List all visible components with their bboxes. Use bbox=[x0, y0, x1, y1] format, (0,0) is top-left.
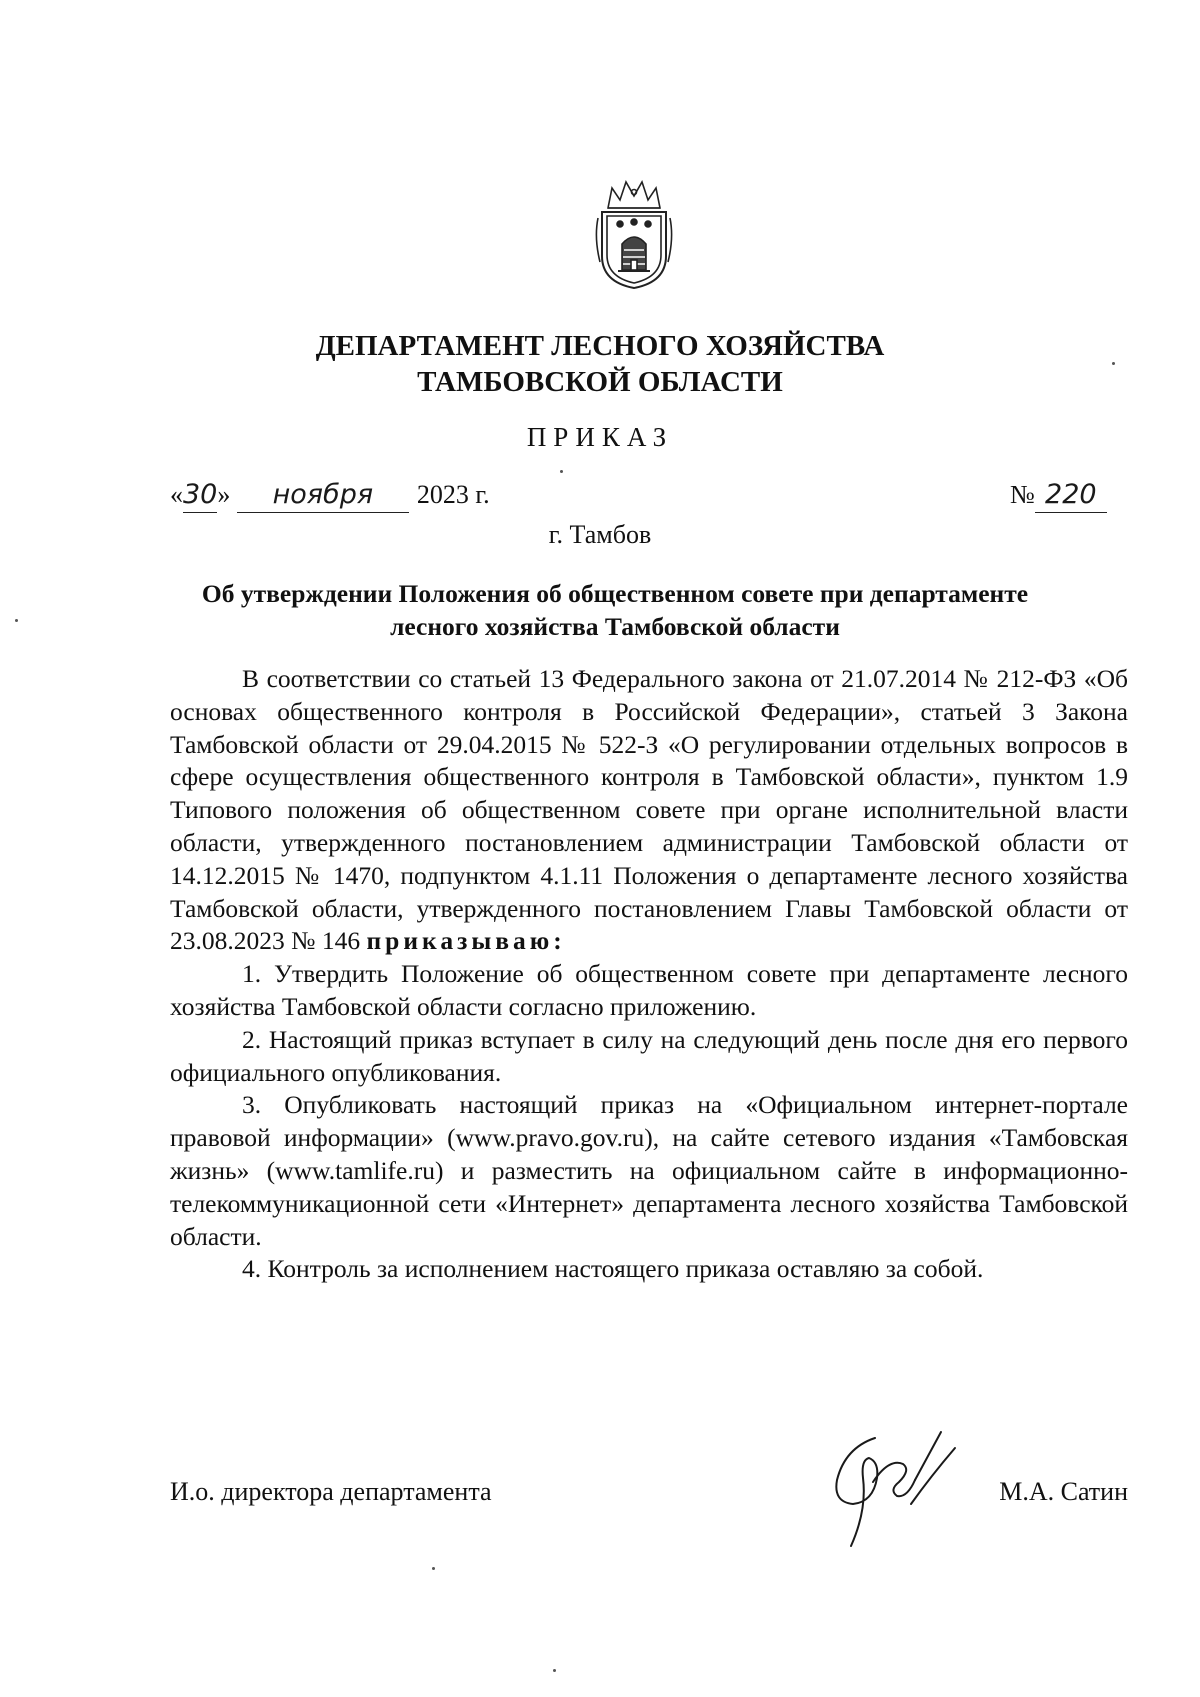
handwritten-signature bbox=[815, 1418, 965, 1558]
order-number-label: № bbox=[1010, 480, 1035, 509]
order-verb: приказываю: bbox=[366, 926, 566, 956]
order-date bbox=[170, 478, 490, 513]
order-item-4: 4. Контроль за исполнением настоящего приказа оставляю за собой. bbox=[242, 1254, 984, 1284]
order-item-1: 1. Утвердить Положение об общественном совете при департаменте лесного хозяйства Тамбовской области согласно приложению. bbox=[170, 959, 1128, 1021]
department-title-line1: ДЕПАРТАМЕНТ ЛЕСНОГО ХОЗЯЙСТВА bbox=[315, 330, 885, 362]
order-heading: ПРИКАЗ bbox=[526, 422, 674, 452]
order-number bbox=[1010, 478, 1107, 513]
order-body bbox=[170, 663, 1128, 1286]
order-item-2: 2. Настоящий приказ вступает в силу на следующий день после дня его первого официального опубликования. bbox=[170, 1024, 1128, 1087]
order-subject-line2: лесного хозяйства Тамбовской области bbox=[390, 612, 840, 641]
department-title-line2: ТАМБОВСКОЙ ОБЛАСТИ bbox=[417, 366, 783, 398]
order-subject bbox=[150, 577, 1080, 643]
department-title bbox=[0, 328, 1200, 400]
order-city: г. Тамбов bbox=[548, 520, 652, 549]
scan-speck bbox=[553, 1669, 556, 1672]
scan-speck bbox=[560, 470, 563, 473]
scan-speck bbox=[1112, 362, 1115, 365]
date-close-quote: » bbox=[217, 480, 231, 509]
scan-speck bbox=[15, 619, 18, 622]
order-item-3: 3. Опубликовать настоящий приказ на «Официальном интернет-портале правовой информации» (www.pravo.gov.ru), на сайте сетевого издания «Тамбовская жизнь» (www.tamlife.ru) и разместить на официальном сайте в информационно-телекоммуникационной сети «Интернет» департамента лесного хозяйства Тамбовской области. bbox=[170, 1090, 1128, 1251]
signatory-name: М.А. Сатин bbox=[999, 1477, 1128, 1506]
date-day: 30 bbox=[183, 478, 217, 513]
date-year: 2023 г. bbox=[416, 480, 490, 509]
order-subject-line1: Об утверждении Положения об общественном совете при департаменте bbox=[201, 579, 1029, 608]
coat-of-arms-icon bbox=[592, 178, 676, 290]
order-preamble-text: В соответствии со статьей 13 Федерального закона от 21.07.2014 № 212-ФЗ «Об основах общественного контроля в Российской Федерации», статьей 3 Закона Тамбовской области от 29.04.2015 № 522-З «О регулировании отдельных вопросов в сфере осуществления общественного контроля в Тамбовской области», пунктом 1.9 Типового положения об общественном совете при органе исполнительной власти области, утвержденного постановлением администрации Тамбовской области от 14.12.2015 № 1470, подпунктом 4.1.11 Положения о департаменте лесного хозяйства Тамбовской области, утвержденного постановлением Главы Тамбовской области от 23.08.2023 № 146 bbox=[170, 664, 1128, 956]
scan-speck bbox=[432, 1567, 435, 1570]
signatory-role: И.о. директора департамента bbox=[170, 1477, 492, 1506]
date-open-quote: « bbox=[170, 480, 183, 509]
order-number-value: 220 bbox=[1035, 478, 1107, 513]
order-preamble bbox=[170, 663, 1128, 958]
date-month: ноября bbox=[237, 478, 409, 513]
